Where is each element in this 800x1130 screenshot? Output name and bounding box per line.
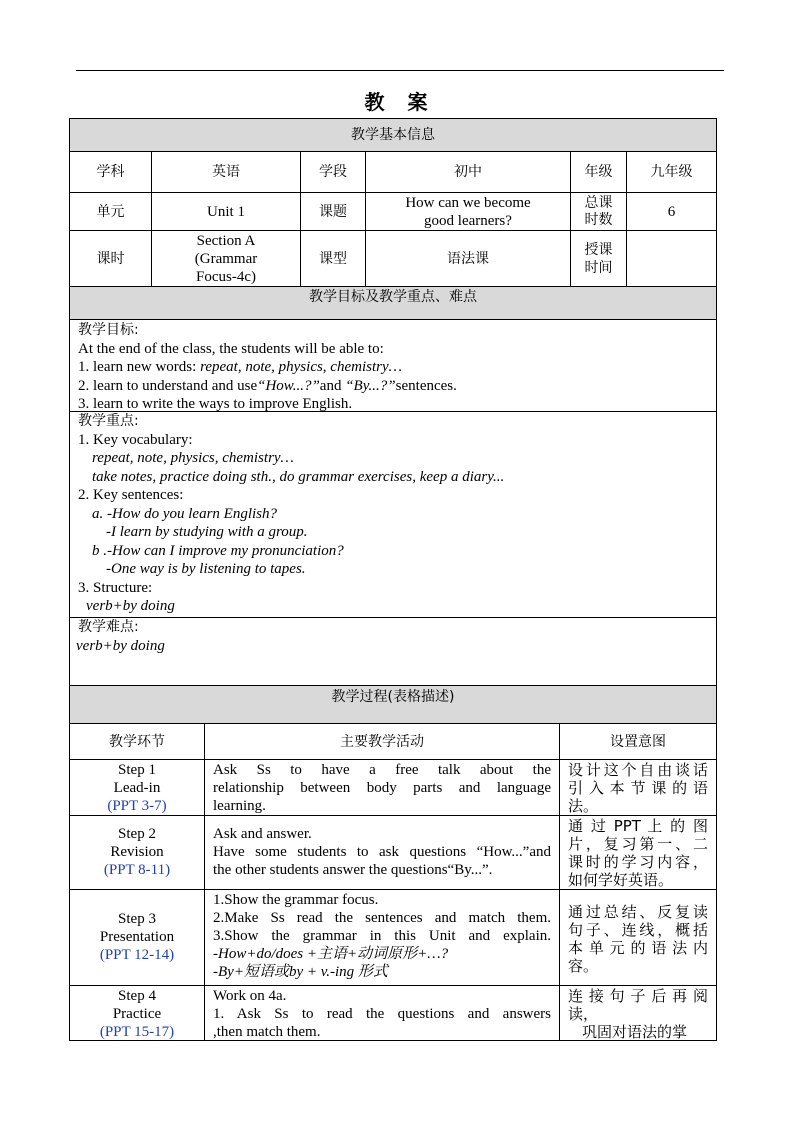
subject-label: 学科	[69, 151, 152, 193]
sentence-a-answer: -I learn by studying with a group.	[106, 524, 308, 540]
step-4-ppt: (PPT 15-17)	[99, 1024, 175, 1040]
step-3-intent-line: 本单元的语法内	[568, 939, 708, 957]
total-periods-label: 总课时数	[570, 192, 627, 231]
teaching-time-label: 授课时间	[570, 230, 627, 287]
basic-info-header: 教学基本信息	[69, 118, 717, 152]
vocab-title: 1. Key vocabulary:	[78, 431, 193, 448]
step-1-ppt: (PPT 3-7)	[107, 798, 167, 814]
step-1-activity-line: learning.	[213, 798, 266, 814]
structure-text: verb+by doing	[86, 598, 175, 614]
goal-item-2	[78, 377, 708, 396]
step-2-activity-line: the other students answer the questions“By...”.	[213, 862, 493, 878]
step-4-intent-line: 读，	[568, 1005, 599, 1023]
sentence-b-answer: -One way is by listening to tapes.	[106, 561, 306, 577]
step-3-activity-line: -How+do/does +主语+动词原形+…?	[213, 946, 449, 962]
step-4-activity-line: ,then match them.	[213, 1024, 321, 1040]
col-header-activity: 主要教学活动	[204, 723, 560, 760]
step-4-activity	[204, 985, 560, 1041]
goal-2-part-e: sentences.	[395, 377, 457, 394]
step-1-intent	[559, 759, 717, 816]
key-points-block	[69, 411, 717, 618]
step-2-intent-line: 片，复习第一、二	[568, 835, 708, 853]
sentence-b-question: b .-How can I improve my pronunciation?	[92, 542, 344, 559]
step-2-intent-line: 如何学好英语。	[568, 871, 674, 889]
step-3-intent-line: 通过总结、反复读	[568, 903, 708, 921]
top-rule	[76, 70, 724, 71]
step-3-stage	[69, 889, 205, 986]
grade-value: 九年级	[626, 151, 717, 193]
step-4-name: Practice	[112, 1006, 162, 1022]
stage-value: 初中	[365, 151, 571, 193]
step-4-intent	[559, 985, 717, 1041]
step-3-activity-line: 2.Make Ss read the sentences and match them.	[213, 910, 551, 926]
goal-item-1	[78, 358, 708, 377]
step-4-number: Step 4	[118, 988, 156, 1004]
step-2-intent	[559, 815, 717, 890]
objectives-header: 教学目标及教学重点、难点	[69, 286, 717, 320]
topic-label: 课题	[300, 192, 366, 231]
col-header-stage: 教学环节	[69, 723, 205, 760]
step-3-number: Step 3	[118, 911, 156, 927]
step-2-activity-line: Have some students to ask questions “How...”and	[213, 844, 551, 860]
process-header: 教学过程(表格描述)	[69, 685, 717, 724]
goal-1-words: repeat, note, physics, chemistry…	[200, 359, 402, 375]
sentence-a-question: a. -How do you learn English?	[92, 505, 277, 522]
goal-2-part-b: “How...?”	[257, 377, 320, 394]
key-points-label: 教学重点:	[78, 413, 139, 429]
step-3-ppt: (PPT 12-14)	[99, 947, 175, 963]
step-3-activity-line: 3.Show the grammar in this Unit and explain.	[213, 928, 551, 944]
step-1-intent-line: 引入本节课的语	[568, 779, 708, 797]
unit-label: 单元	[69, 192, 152, 231]
topic-value: How can we become good learners?	[365, 192, 571, 231]
goal-1-prefix: 1. learn new words:	[78, 359, 201, 375]
step-2-activity	[204, 815, 560, 890]
step-2-name: Revision	[110, 844, 164, 860]
goal-2-part-d: “By...?”	[345, 377, 396, 394]
step-1-activity	[204, 759, 560, 816]
step-2-number: Step 2	[118, 826, 156, 842]
step-1-number: Step 1	[118, 762, 156, 778]
teaching-goals-block	[69, 319, 717, 412]
step-4-activity-line: Work on 4a.	[213, 988, 287, 1004]
step-3-activity	[204, 889, 560, 986]
step-3-intent-line: 句子、连线，概括	[568, 921, 708, 939]
col-header-intent: 设置意图	[559, 723, 717, 760]
goals-label: 教学目标:	[78, 322, 139, 338]
structure-title: 3. Structure:	[78, 579, 153, 596]
vocab-line-1: repeat, note, physics, chemistry…	[92, 450, 294, 466]
period-label: 课时	[69, 230, 152, 287]
difficulties-text: verb+by doing	[76, 637, 165, 654]
step-1-activity-line: Ask Ss to have a free talk about the	[213, 762, 551, 778]
step-2-activity-line: Ask and answer.	[213, 826, 312, 842]
total-periods-value: 6	[626, 192, 717, 231]
difficulties-label: 教学难点:	[78, 619, 139, 635]
step-4-stage	[69, 985, 205, 1041]
step-3-activity-line: -By+短语或by + v.-ing 形式	[213, 964, 388, 980]
document-title: 教 案	[364, 90, 436, 114]
unit-value: Unit 1	[151, 192, 301, 231]
difficulties-block	[69, 617, 717, 686]
step-1-intent-line: 法。	[568, 797, 599, 815]
vocab-line-2: take notes, practice doing sth., do grammar exercises, keep a diary...	[92, 468, 505, 485]
goal-item-3: 3. learn to write the ways to improve English.	[78, 396, 353, 412]
step-1-activity-line: relationship between body parts and language	[213, 780, 551, 796]
step-4-activity-line: 1. Ask Ss to read the questions and answers	[213, 1006, 551, 1022]
stage-label: 学段	[300, 151, 366, 193]
step-3-intent-line: 容。	[568, 957, 599, 975]
goal-2-part-a: 2. learn to understand and use	[78, 377, 258, 394]
goal-2-part-c: and	[319, 377, 346, 394]
step-2-intent-line: 课时的学习内容，	[568, 853, 708, 871]
grade-label: 年级	[570, 151, 627, 193]
step-4-intent-line: 连接句子后再阅	[568, 987, 708, 1005]
step-3-intent	[559, 889, 717, 986]
lesson-type-label: 课型	[300, 230, 366, 287]
step-1-stage	[69, 759, 205, 816]
step-4-intent-line: 巩固对语法的掌	[582, 1023, 688, 1041]
step-3-activity-line: 1.Show the grammar focus.	[213, 892, 379, 908]
period-value: Section A (Grammar Focus-4c)	[151, 230, 301, 287]
step-3-name: Presentation	[99, 929, 175, 945]
step-1-intent-line: 设计这个自由谈话	[568, 761, 708, 779]
step-1-name: Lead-in	[113, 780, 161, 796]
subject-value: 英语	[151, 151, 301, 193]
step-2-intent-line: 通 过 PPT 上 的 图	[568, 817, 708, 835]
goals-intro: At the end of the class, the students will be able to:	[78, 340, 384, 357]
lesson-type-value: 语法课	[365, 230, 571, 287]
step-2-ppt: (PPT 8-11)	[103, 862, 171, 878]
sentences-title: 2. Key sentences:	[78, 487, 184, 503]
teaching-time-value	[626, 230, 717, 287]
step-2-stage	[69, 815, 205, 890]
